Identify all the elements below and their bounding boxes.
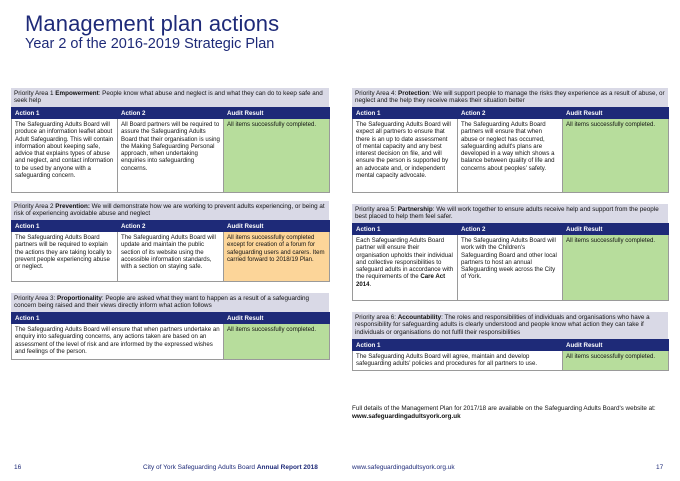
column-header-action-1: Action 1 — [353, 108, 458, 119]
priority-area-4 — [352, 88, 668, 193]
heading-prefix: Priority Area 4: — [355, 90, 399, 97]
heading-keyword: Partnership — [397, 206, 433, 213]
action-1-text: Each Safeguarding Adults Board partner will ensure their organisation upholds their individual and collective responsibilities to safeguard adults in accordance with the requirements of the — [356, 237, 454, 281]
column-header-action-2: Action 2 — [458, 108, 563, 119]
action-1-cell: The Safeguarding Adults Board will agree, maintain and develop safeguarding adults' policies and procedures for all partners to use. — [353, 351, 563, 371]
heading-text: We will demonstrate how we are working to prevent adults experiencing, or being at risk of experiencing avoidable abuse and neglect — [14, 203, 325, 218]
column-header-audit-result: Audit Result — [563, 108, 669, 119]
priority-area-1-table — [11, 107, 330, 193]
management-plan-note — [352, 405, 662, 421]
page-subtitle: Year 2 of the 2016-2019 Strategic Plan — [25, 36, 275, 52]
heading-prefix: Priority Area 1 — [14, 90, 56, 97]
audit-result-cell: All items successfully completed. — [224, 324, 330, 360]
action-1-cell — [353, 235, 458, 301]
footer-report-name: Annual Report 2018 — [256, 464, 318, 471]
column-header-action-1: Action 1 — [12, 108, 118, 119]
priority-area-3-heading — [11, 293, 329, 312]
column-header-action-1: Action 1 — [353, 224, 458, 235]
audit-result-cell: All items successfully completed. — [563, 235, 669, 301]
column-header-audit-result: Audit Result — [224, 221, 330, 232]
action-2-cell: The Safeguarding Adults Board partners will ensure that when abuse or neglect has occurred, safeguarding adult's plans are developed in a way which shows a balance between quality of life and concerns about peoples' safety. — [458, 119, 563, 193]
heading-prefix: Priority area 5: — [355, 206, 398, 213]
column-header-audit-result: Audit Result — [563, 224, 669, 235]
column-header-action-1: Action 1 — [353, 340, 563, 351]
heading-prefix: Priority Area 2 — [14, 203, 56, 210]
heading-keyword: Proportionality — [57, 295, 102, 302]
column-header-action-1: Action 1 — [12, 221, 118, 232]
action-1-cell: The Safeguarding Adults Board will expect all partners to ensure that there is an up to date assessment of mental capacity and any best interest decision on file, and will ensure the person is supported by an advocate and, or independent mental capacity advocate. — [353, 119, 458, 193]
heading-prefix: Priority Area 3: — [14, 295, 58, 302]
priority-area-5-heading — [352, 204, 668, 223]
priority-area-2-heading — [11, 201, 329, 220]
action-1-cell: The Safeguarding Adults Board will ensure that when partners undertake an enquiry into safeguarding concerns, any actions taken are based on an assessment of the level of risk and are informed by the expressed wishes and feelings of the person. — [12, 324, 224, 360]
priority-area-1-heading — [11, 88, 329, 107]
column-header-audit-result: Audit Result — [224, 108, 330, 119]
priority-area-5 — [352, 204, 668, 301]
heading-text: : People know what abuse and neglect is and what they can do to keep safe and seek help — [14, 90, 323, 105]
column-header-action-2: Action 2 — [458, 224, 563, 235]
page-title: Management plan actions — [25, 11, 280, 36]
heading-keyword: Protection — [398, 90, 430, 97]
audit-result-cell: All items successfully completed. — [563, 119, 669, 193]
priority-area-6-table — [352, 339, 669, 371]
column-header-action-1: Action 1 — [12, 313, 224, 324]
heading-keyword: Prevention: — [55, 203, 90, 210]
column-header-action-2: Action 2 — [118, 108, 224, 119]
column-header-audit-result: Audit Result — [563, 340, 669, 351]
action-2-cell: The Safeguarding Adults Board will work with the Children's Safeguarding Board and other local partners to host an annual Safeguarding week across the City of York. — [458, 235, 563, 301]
priority-area-3-table — [11, 312, 330, 360]
priority-area-3 — [11, 293, 329, 360]
priority-area-4-heading — [352, 88, 668, 107]
priority-area-5-table — [352, 223, 669, 301]
action-1-end: . — [369, 280, 372, 288]
care-act-reference: Care Act 2014 — [356, 273, 446, 288]
footer-website[interactable]: www.safeguardingadultsyork.org.uk — [352, 464, 455, 471]
heading-prefix: Priority area 6: — [355, 314, 398, 321]
heading-keyword: Empowerment — [55, 90, 99, 97]
action-2-cell: The Safeguarding Adults Board will update and maintain the public section of its website using the accessible information standards, with a section on staying safe. — [118, 232, 224, 282]
action-1-cell: The Safeguarding Adults Board will produce an information leaflet about Adult Safeguarding. This will contain information about keeping safe, advice that explains types of abuse and neglect, and contact information to be used by anyone with a safeguarding concern. — [12, 119, 118, 193]
action-1-cell: The Safeguarding Adults Board partners will be required to explain the actions they are taking locally to prevent people experiencing abuse or neglect. — [12, 232, 118, 282]
priority-area-2 — [11, 201, 329, 282]
priority-area-4-table — [352, 107, 669, 193]
website-link[interactable]: www.safeguardingadultsyork.org.uk — [352, 413, 461, 420]
column-header-audit-result: Audit Result — [224, 313, 330, 324]
priority-area-6-heading — [352, 312, 668, 339]
priority-area-6 — [352, 312, 668, 371]
page-number-right: 17 — [656, 464, 664, 471]
audit-result-cell: All items successfully completed. — [224, 119, 330, 193]
heading-text: : People are asked what they want to happen as a result of a safeguarding concern being raised and their views directly inform what action follows — [14, 295, 310, 310]
action-2-cell: All Board partners will be required to assure the Safeguarding Adults Board that their organisation is using the Making Safeguarding Personal approach, when undertaking enquiries into safeguarding concerns. — [118, 119, 224, 193]
heading-text: : We will work together to ensure adults receive help and support from the people best placed to help them feel safer. — [355, 206, 659, 221]
audit-result-cell: All items successfully completed. — [563, 351, 669, 371]
audit-result-cell: All items successfully completed except for creation of a forum for safeguarding users and carers. Item carried forward to 2018/19 Plan. — [224, 232, 330, 282]
priority-area-1 — [11, 88, 329, 193]
heading-text: : We will support people to manage the risks they experience as a result of abuse, or neglect and the help they receive makes their situation better — [355, 90, 665, 105]
footer-report-title — [143, 464, 318, 471]
note-text: Full details of the Management Plan for 2017/18 are available on the Safeguarding Adults Board's website at: — [352, 405, 656, 412]
heading-keyword: Accountability — [397, 314, 442, 321]
column-header-action-2: Action 2 — [118, 221, 224, 232]
priority-area-2-table — [11, 220, 330, 282]
heading-text: : The roles and responsibilities of individuals and organisations who have a responsibility for safeguarding adults is clearly understood and people know what action they can take if individuals or organisations do not fulfil their responsibilities — [355, 314, 650, 336]
page-number-left: 16 — [14, 464, 22, 471]
footer-org: City of York Safeguarding Adults Board — [143, 464, 257, 471]
